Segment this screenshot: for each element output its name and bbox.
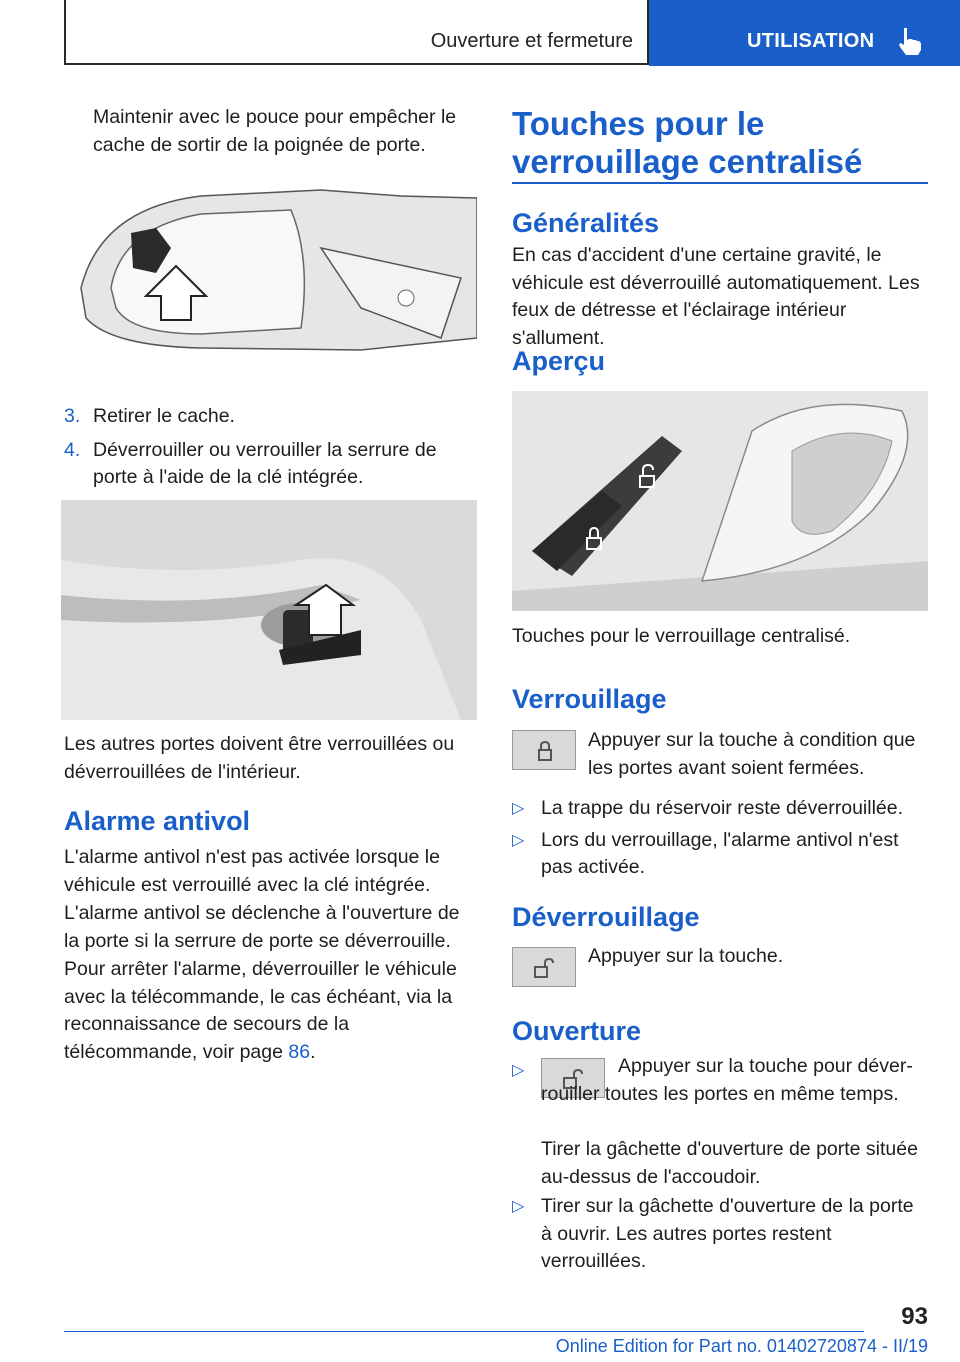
door-handle-cover-image	[61, 188, 477, 352]
door-lock-key-image	[61, 500, 477, 720]
step-number: 4.	[64, 438, 81, 461]
opening-bullet-1: Appuyer sur la touche pour déverrouiller toutes les portes en même temps.	[541, 1055, 913, 1105]
title-rule	[512, 182, 928, 184]
triangle-bullet-icon: ▷	[512, 831, 525, 849]
page-number: 93	[901, 1303, 928, 1330]
unlocking-heading: Déverrouillage	[512, 902, 700, 932]
other-doors-text: Les autres portes doivent être verrouillées ou déverrouillées de l'intérieur.	[64, 733, 455, 783]
general-text: En cas d'accident d'une certaine gravité, le véhicule est déverrouillé automatiquement. Les feux de détresse et l'éclairage intérieur s'allument.	[512, 244, 920, 349]
list-item	[512, 1193, 928, 1276]
lock-button-icon	[512, 730, 576, 770]
locking-heading: Verrouillage	[512, 684, 667, 714]
page-title: Touches pour le verrouillage centralisé	[512, 105, 863, 180]
pointing-hand-icon	[895, 26, 923, 56]
step-list	[64, 403, 478, 492]
opening-heading: Ouverture	[512, 1016, 642, 1046]
bullet-text: La trappe du réservoir reste déverrouillée.	[541, 797, 904, 819]
overview-caption: Touches pour le verrouillage centralisé.	[512, 625, 851, 647]
alarm-text-3-body: Pour arrêter l'alarme, déverrouiller le véhicule avec la télécommande, le cas échéant, via la reconnaissance de secours de la télécommande, voir page	[64, 958, 457, 1063]
unlocking-text: Appuyer sur la touche.	[588, 945, 784, 967]
list-item	[64, 437, 478, 492]
bullet-text: Lors du verrouillage, l'alarme antivol n'est pas activée.	[541, 828, 899, 878]
edition-text: Online Edition for Part no. 01402720874 - II/19	[555, 1336, 928, 1356]
general-heading: Généralités	[512, 208, 660, 238]
bullet-text: Tirer sur la gâchette d'ouverture de la porte à ouvrir. Les autres portes restent verrouillées.	[541, 1195, 914, 1272]
page-reference-link[interactable]: 86	[288, 1040, 311, 1063]
opening-bullets	[512, 1193, 928, 1276]
triangle-bullet-icon: ▷	[512, 1198, 525, 1215]
step-text: Retirer le cache.	[93, 405, 235, 427]
locking-bullets	[512, 795, 928, 882]
locking-text: Appuyer sur la touche à condition que les portes avant soient fermées.	[588, 729, 916, 779]
central-locking-buttons-image	[512, 391, 928, 611]
intro-text: Maintenir avec le pouce pour empêcher le cache de sortir de la poignée de porte.	[93, 106, 457, 156]
alarm-heading: Alarme antivol	[64, 806, 251, 836]
section-title: Ouverture et fermeture	[430, 30, 633, 52]
header-frame	[64, 0, 649, 65]
triangle-bullet-icon: ▷	[512, 1062, 525, 1079]
alarm-text-3	[64, 956, 478, 1066]
chapter-tab[interactable]	[649, 0, 960, 66]
chapter-tab-label: UTILISATION	[747, 30, 875, 52]
opening-bullet-1-sub: Tirer la gâchette d'ouverture de porte située au-dessus de l'accoudoir.	[541, 1138, 918, 1188]
list-item	[64, 403, 478, 431]
step-number: 3.	[64, 405, 81, 427]
step-text: Déverrouiller ou verrouiller la serrure de porte à l'aide de la clé intégrée.	[93, 438, 437, 488]
alarm-text-3-end: .	[310, 1040, 316, 1063]
alarm-text-1: L'alarme antivol n'est pas activée lorsque le véhicule est verrouillé avec la clé intégrée.	[64, 846, 440, 896]
alarm-text-2: L'alarme antivol se déclenche à l'ouverture de la porte si la serrure de porte se déverrouille.	[64, 902, 460, 952]
list-item	[512, 827, 928, 882]
list-item	[512, 795, 928, 823]
unlock-button-icon	[512, 947, 576, 987]
footer-rule	[64, 1331, 864, 1332]
triangle-bullet-icon: ▷	[512, 800, 525, 817]
overview-heading: Aperçu	[512, 346, 606, 376]
